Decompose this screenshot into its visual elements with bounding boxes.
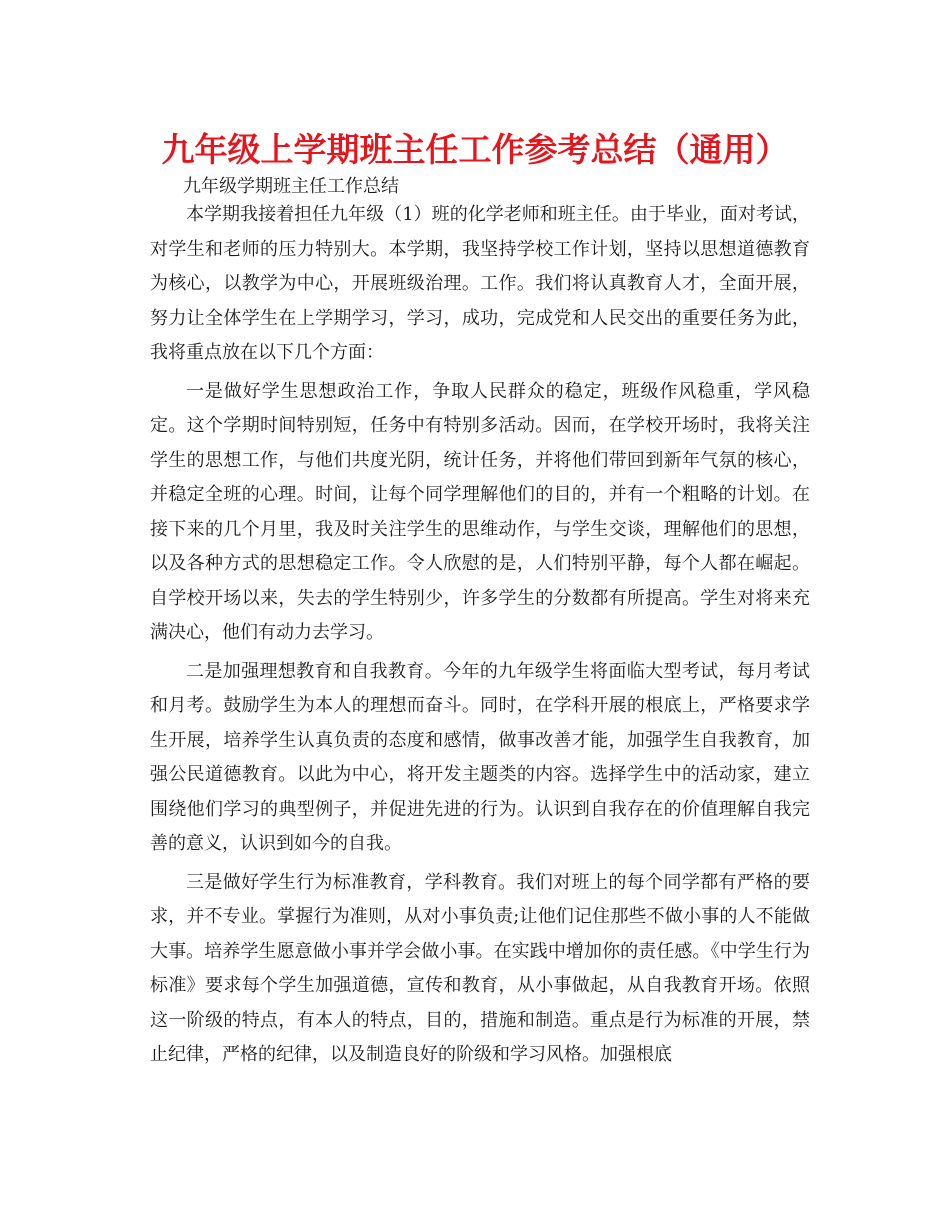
paragraph-point-one: 一是做好学生思想政治工作，争取人民群众的稳定，班级作风稳重，学风稳定。这个学期时间特别短，任务中有特别多活动。因而，在学校开场时，我将关注学生的思想工作，与他们共度光阴，统计任务，并将他们带回到新年气氛的核心，并稳定全班的心理。时间，让每个同学理解他们的目的，并有一个粗略的计划。在接下来的几个月里，我及时关注学生的思维动作，与学生交谈，理解他们的思想，以及各种方式的思想稳定工作。令人欣慰的是，人们特别平静，每个人都在崛起。自学校开场以来，失去的学生特别少，许多学生的分数都有所提高。学生对将来充满决心，他们有动力去学习。 [150, 380, 810, 643]
paragraph-intro: 本学期我接着担任九年级（1）班的化学老师和班主任。由于毕业，面对考试，对学生和老师的压力特别大。本学期，我坚持学校工作计划，坚持以思想道德教育为核心，以教学为中心，开展班级治理。工作。我们将认真教育人才，全面开展，努力让全体学生在上学期学习，学习，成功，完成党和人民交出的重要任务为此，我将重点放在以下几个方面： [150, 204, 810, 363]
document-title: 九年级上学期班主任工作参考总结（通用） [161, 130, 789, 169]
paragraph-point-two: 二是加强理想教育和自我教育。今年的九年级学生将面临大型考试，每月考试和月考。鼓励学生为本人的理想而奋斗。同时，在学科开展的根底上，严格要求学生开展，培养学生认真负责的态度和感情，做事改善才能，加强学生自我教育，加强公民道德教育。以此为中心，将开发主题类的内容。选择学生中的活动家，建立围绕他们学习的典型例子，并促进先进的行为。认识到自我存在的价值理解自我完善的意义，认识到如今的自我。 [150, 660, 810, 854]
document-body [150, 198, 810, 1077]
document-subtitle: 九年级学期班主任工作总结 [183, 176, 399, 197]
paragraph-point-three: 三是做好学生行为标准教育，学科教育。我们对班上的每个同学都有严格的要求，并不专业。掌握行为准则，从对小事负责;让他们记住那些不做小事的人不能做大事。培养学生愿意做小事并学会做小事。在实践中增加你的责任感。《中学生行为标准》要求每个学生加强道德，宣传和教育，从小事做起，从自我教育开场。依照这一阶级的特点，有本人的特点，目的，措施和制造。重点是行为标准的开展，禁止纪律，严格的纪律，以及制造良好的阶级和学习风格。加强根底 [150, 871, 810, 1065]
